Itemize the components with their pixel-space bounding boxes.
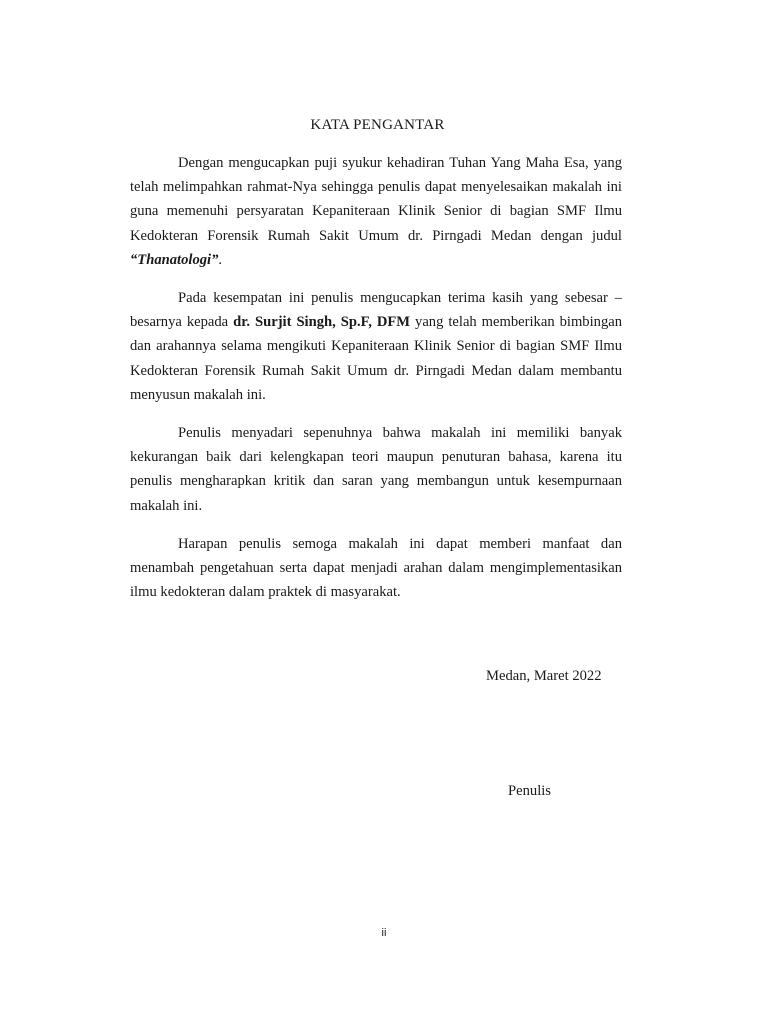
paragraph-opening — [130, 151, 622, 272]
page-number: ii — [381, 927, 387, 939]
paragraph-opening-text: Dengan mengucapkan puji syukur kehadiran Tuhan Yang Maha Esa, yang telah melimpahkan rahmat-Nya sehingga penulis dapat menyelesaikan makalah ini guna memenuhi persyaratan Kepaniteraan Klinik Senior di bagian SMF Ilmu Kedokteran Forensik Rumah Sakit Umum dr. Pirngadi Medan dengan judul — [130, 155, 622, 244]
paragraph-acknowledgement-end: yang telah memberikan bimbingan dan arahannya selama mengikuti Kepaniteraan Klinik Senior di bagian SMF Ilmu Kedokteran Forensik Rumah Sakit Umum dr. Pirngadi Medan dalam membantu menyusun makalah ini. — [130, 314, 623, 403]
paragraph-opening-end: . — [218, 251, 223, 268]
supervisor-name: dr. Surjit Singh, Sp.F, DFM — [233, 314, 411, 331]
document-body — [130, 151, 622, 604]
page-title: KATA PENGANTAR — [310, 117, 445, 133]
closing-place-date: Medan, Maret 2022 — [486, 668, 602, 684]
paragraph-hope: Harapan penulis semoga makalah ini dapat memberi manfaat dan menambah pengetahuan serta dapat menjadi arahan dalam mengimplementasikan ilmu kedokteran dalam praktek di masyarakat. — [130, 535, 622, 601]
paragraph-acknowledgement — [130, 286, 622, 407]
closing-author: Penulis — [508, 783, 551, 799]
paper-title-emphasis: “Thanatologi” — [130, 251, 219, 268]
paragraph-acknowledgement-text: Pada kesempatan ini penulis mengucapkan terima kasih yang sebesar – besarnya kepada — [130, 290, 622, 331]
paragraph-limitations: Penulis menyadari sepenuhnya bahwa makalah ini memiliki banyak kekurangan baik dari kelengkapan teori maupun penuturan bahasa, karena itu penulis mengharapkan kritik dan saran yang membangun untuk kesempurnaan makalah ini. — [130, 425, 622, 514]
